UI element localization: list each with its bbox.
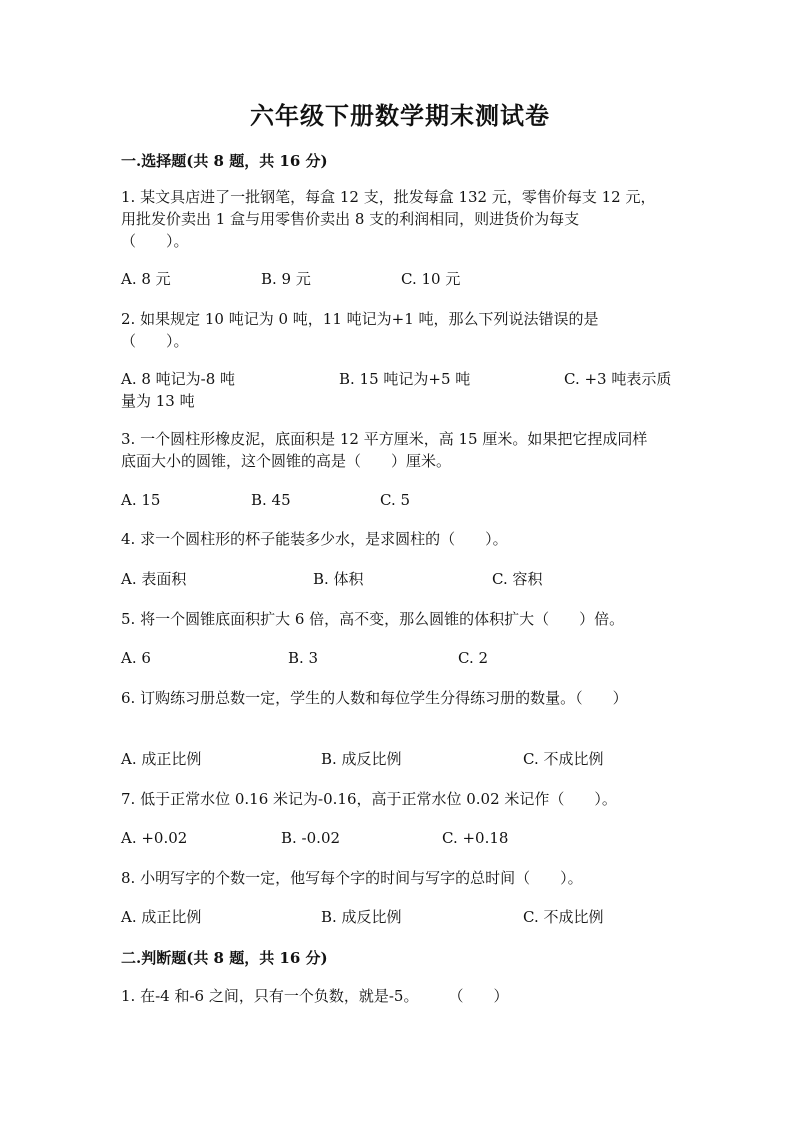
question-3-option-a[interactable]: A. 15: [121, 491, 161, 509]
question-7-option-c[interactable]: C. +0.18: [442, 829, 509, 847]
question-5-option-b[interactable]: B. 3: [288, 649, 319, 667]
question-3-options: [121, 489, 681, 511]
question-1-option-b[interactable]: B. 9 元: [261, 270, 311, 288]
question-4-option-b[interactable]: B. 体积: [313, 570, 364, 588]
question-8-options: [121, 906, 681, 928]
question-4-options: [121, 568, 681, 590]
question-2-line-2: （ ）。: [121, 332, 189, 350]
question-1-line-1: 1. 某文具店进了一批钢笔，每盒 12 支，批发每盒 132 元，零售价每支 12 元，: [121, 188, 656, 206]
question-2: [121, 308, 676, 352]
judgement-question-1: [121, 985, 676, 1007]
question-1: [121, 186, 676, 252]
question-3: [121, 428, 676, 472]
section-heading-choice: 一.选择题(共 8 题，共 16 分): [121, 152, 328, 170]
judgement-question-1-line-1: 1. 在-4 和-6 之间，只有一个负数，就是-5。 （ ）: [121, 987, 509, 1005]
question-7: [121, 788, 676, 810]
question-5-options: [121, 647, 681, 669]
question-4-option-a[interactable]: A. 表面积: [121, 570, 187, 588]
question-2-option-c-continued: 量为 13 吨: [121, 392, 195, 410]
question-7-option-b[interactable]: B. -0.02: [281, 829, 341, 847]
question-2-option-c[interactable]: C. +3 吨表示质: [564, 370, 672, 388]
question-7-option-a[interactable]: A. +0.02: [121, 829, 188, 847]
section-heading-true-false: 二.判断题(共 8 题，共 16 分): [121, 949, 328, 967]
question-2-options: [121, 368, 681, 412]
question-3-option-b[interactable]: B. 45: [251, 491, 291, 509]
question-2-option-b[interactable]: B. 15 吨记为+5 吨: [339, 370, 471, 388]
question-2-line-1: 2. 如果规定 10 吨记为 0 吨，11 吨记为+1 吨，那么下列说法错误的是: [121, 310, 599, 328]
question-6-option-c[interactable]: C. 不成比例: [523, 750, 604, 768]
question-3-line-1: 3. 一个圆柱形橡皮泥，底面积是 12 平方厘米，高 15 厘米。如果把它捏成同样: [121, 430, 648, 448]
question-1-option-a[interactable]: A. 8 元: [121, 270, 171, 288]
question-1-option-c[interactable]: C. 10 元: [401, 270, 461, 288]
question-5: [121, 608, 676, 630]
question-8-option-a[interactable]: A. 成正比例: [121, 908, 202, 926]
question-6-option-b[interactable]: B. 成反比例: [321, 750, 402, 768]
question-4-line-1: 4. 求一个圆柱形的杯子能装多少水，是求圆柱的（ ）。: [121, 530, 508, 548]
question-6: [121, 687, 676, 709]
question-6-option-a[interactable]: A. 成正比例: [121, 750, 202, 768]
question-3-option-c[interactable]: C. 5: [380, 491, 411, 509]
question-4: [121, 528, 676, 550]
question-8: [121, 867, 676, 889]
question-7-options: [121, 827, 681, 849]
question-6-options: [121, 748, 681, 770]
question-2-option-a[interactable]: A. 8 吨记为-8 吨: [121, 370, 236, 388]
question-7-line-1: 7. 低于正常水位 0.16 米记为-0.16，高于正常水位 0.02 米记作（ ）。: [121, 790, 617, 808]
question-8-line-1: 8. 小明写字的个数一定，他写每个字的时间与写字的总时间（ ）。: [121, 869, 583, 887]
question-8-option-c[interactable]: C. 不成比例: [523, 908, 604, 926]
question-6-line-1: 6. 订购练习册总数一定，学生的人数和每位学生分得练习册的数量。（ ）: [121, 689, 628, 707]
question-5-option-a[interactable]: A. 6: [121, 649, 151, 667]
question-4-option-c[interactable]: C. 容积: [492, 570, 543, 588]
question-1-line-2: 用批发价卖出 1 盒与用零售价卖出 8 支的利润相同，则进货价为每支: [121, 210, 580, 228]
page-title: 六年级下册数学期末测试卷: [250, 101, 550, 130]
question-3-line-2: 底面大小的圆锥，这个圆锥的高是（ ）厘米。: [121, 452, 452, 470]
question-8-option-b[interactable]: B. 成反比例: [321, 908, 402, 926]
question-1-options: [121, 268, 681, 290]
question-5-option-c[interactable]: C. 2: [458, 649, 489, 667]
question-5-line-1: 5. 将一个圆锥底面积扩大 6 倍，高不变，那么圆锥的体积扩大（ ）倍。: [121, 610, 625, 628]
question-1-line-3: （ ）。: [121, 232, 189, 250]
